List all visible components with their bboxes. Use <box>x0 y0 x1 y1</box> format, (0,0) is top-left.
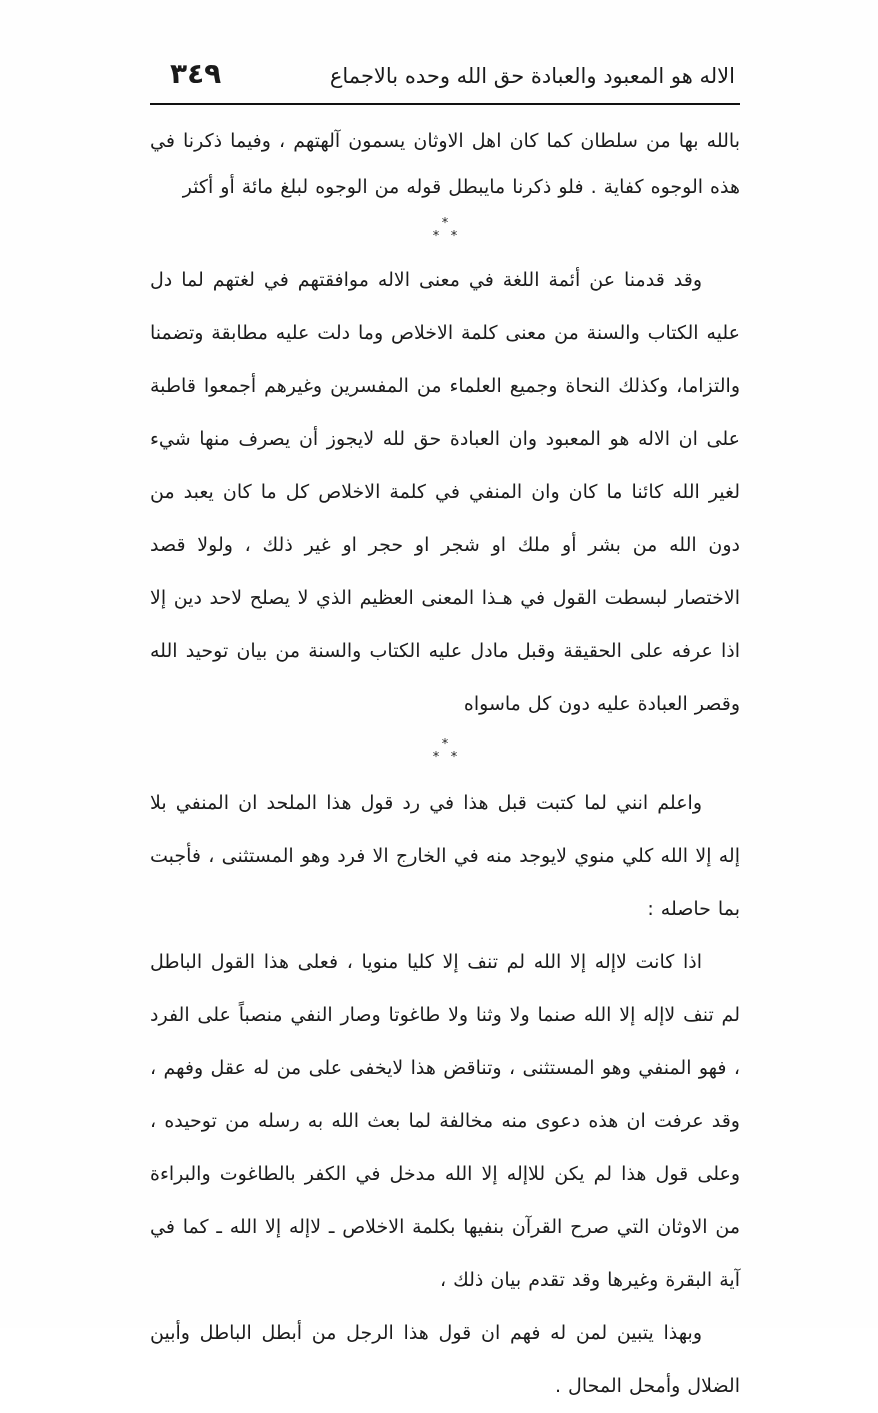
asterism-separator-1 <box>150 210 740 254</box>
paragraph-5: وبهذا يتبين لمن له فهم ان قول هذا الرجل من أبطل الباطل وأبين الضلال وأمحل المحال . <box>150 1322 740 1397</box>
svg-text:*: * <box>441 216 449 231</box>
paragraph-1: بالله بها من سلطان كما كان اهل الاوثان يسمون آلهتهم ، وفيما ذكرنا في هذه الوجوه كفاية . فلو ذكرنا مايبطل قوله من الوجوه لبلغ مائة أو أكثر <box>150 130 740 198</box>
page-number: ٣٤٩ <box>170 57 222 90</box>
svg-text:*: * <box>432 750 440 765</box>
svg-text:*: * <box>441 737 449 752</box>
paragraph-4: اذا كانت لاإله إلا الله لم تنف إلا كليا منويا ، فعلى هذا القول الباطل لم تنف لاإله إلا الله صنما ولا وثنا ولا طاغوتا وصار النفي منصباً على الفرد ، فهو المنفي وهو المستثنى ، وتناقض هذا لايخفى على من له عقل وفهم ، وقد عرفت ان هذه دعوى منه مخالفة لما بعث الله به رسله من توحيده ، وعلى قول هذا لم يكن للاإله إلا الله مدخل في الكفر بالطاغوت والبراءة من الاوثان التي صرح القرآن بنفيها بكلمة الاخلاص ـ لاإله إلا الله ـ كما في آية البقرة وغيرها وقد تقدم بيان ذلك ، <box>150 951 740 1291</box>
header-rule <box>150 103 740 105</box>
asterism-icon <box>427 737 463 767</box>
svg-text:*: * <box>450 229 458 244</box>
paragraph-3: واعلم انني لما كتبت قبل هذا في رد قول هذا الملحد ان المنفي بلا إله إلا الله كلي منوي لايوجد منه في الخارج الا فرد وهو المستثنى ، فأجبت بما حاصله : <box>150 792 740 920</box>
svg-text:*: * <box>450 750 458 765</box>
paragraph-2: وقد قدمنا عن أئمة اللغة في معنى الاله موافقتهم في لغتهم لما دل عليه الكتاب والسنة من معنى كلمة الاخلاص وما دلت عليه مطابقة وتضمنا والتزاما، وكذلك النحاة وجميع العلماء من المفسرين وغيرهم أجمعوا قاطبة على ان الاله هو المعبود وان العبادة حق لله لايجوز أن يصرف منها شيء لغير الله كائنا ما كان وان المنفي في كلمة الاخلاص كل ما كان يعبد من دون الله من بشر أو ملك او شجر او حجر او غير ذلك ، ولولا قصد الاختصار لبسطت القول في هـذا المعنى العظيم الذي لا يصلح لاحد دين إلا اذا عرفه على الحقيقة وقبل مادل عليه الكتاب والسنة من بيان توحيد الله وقصر العبادة عليه دون كل ماسواه <box>150 269 740 715</box>
asterism-separator-2 <box>150 731 740 777</box>
page-body <box>150 118 740 1413</box>
asterism-icon <box>427 216 463 246</box>
page-header <box>150 52 735 100</box>
svg-text:*: * <box>432 229 440 244</box>
running-head: الاله هو المعبود والعبادة حق الله وحده بالاجماع <box>329 64 735 88</box>
